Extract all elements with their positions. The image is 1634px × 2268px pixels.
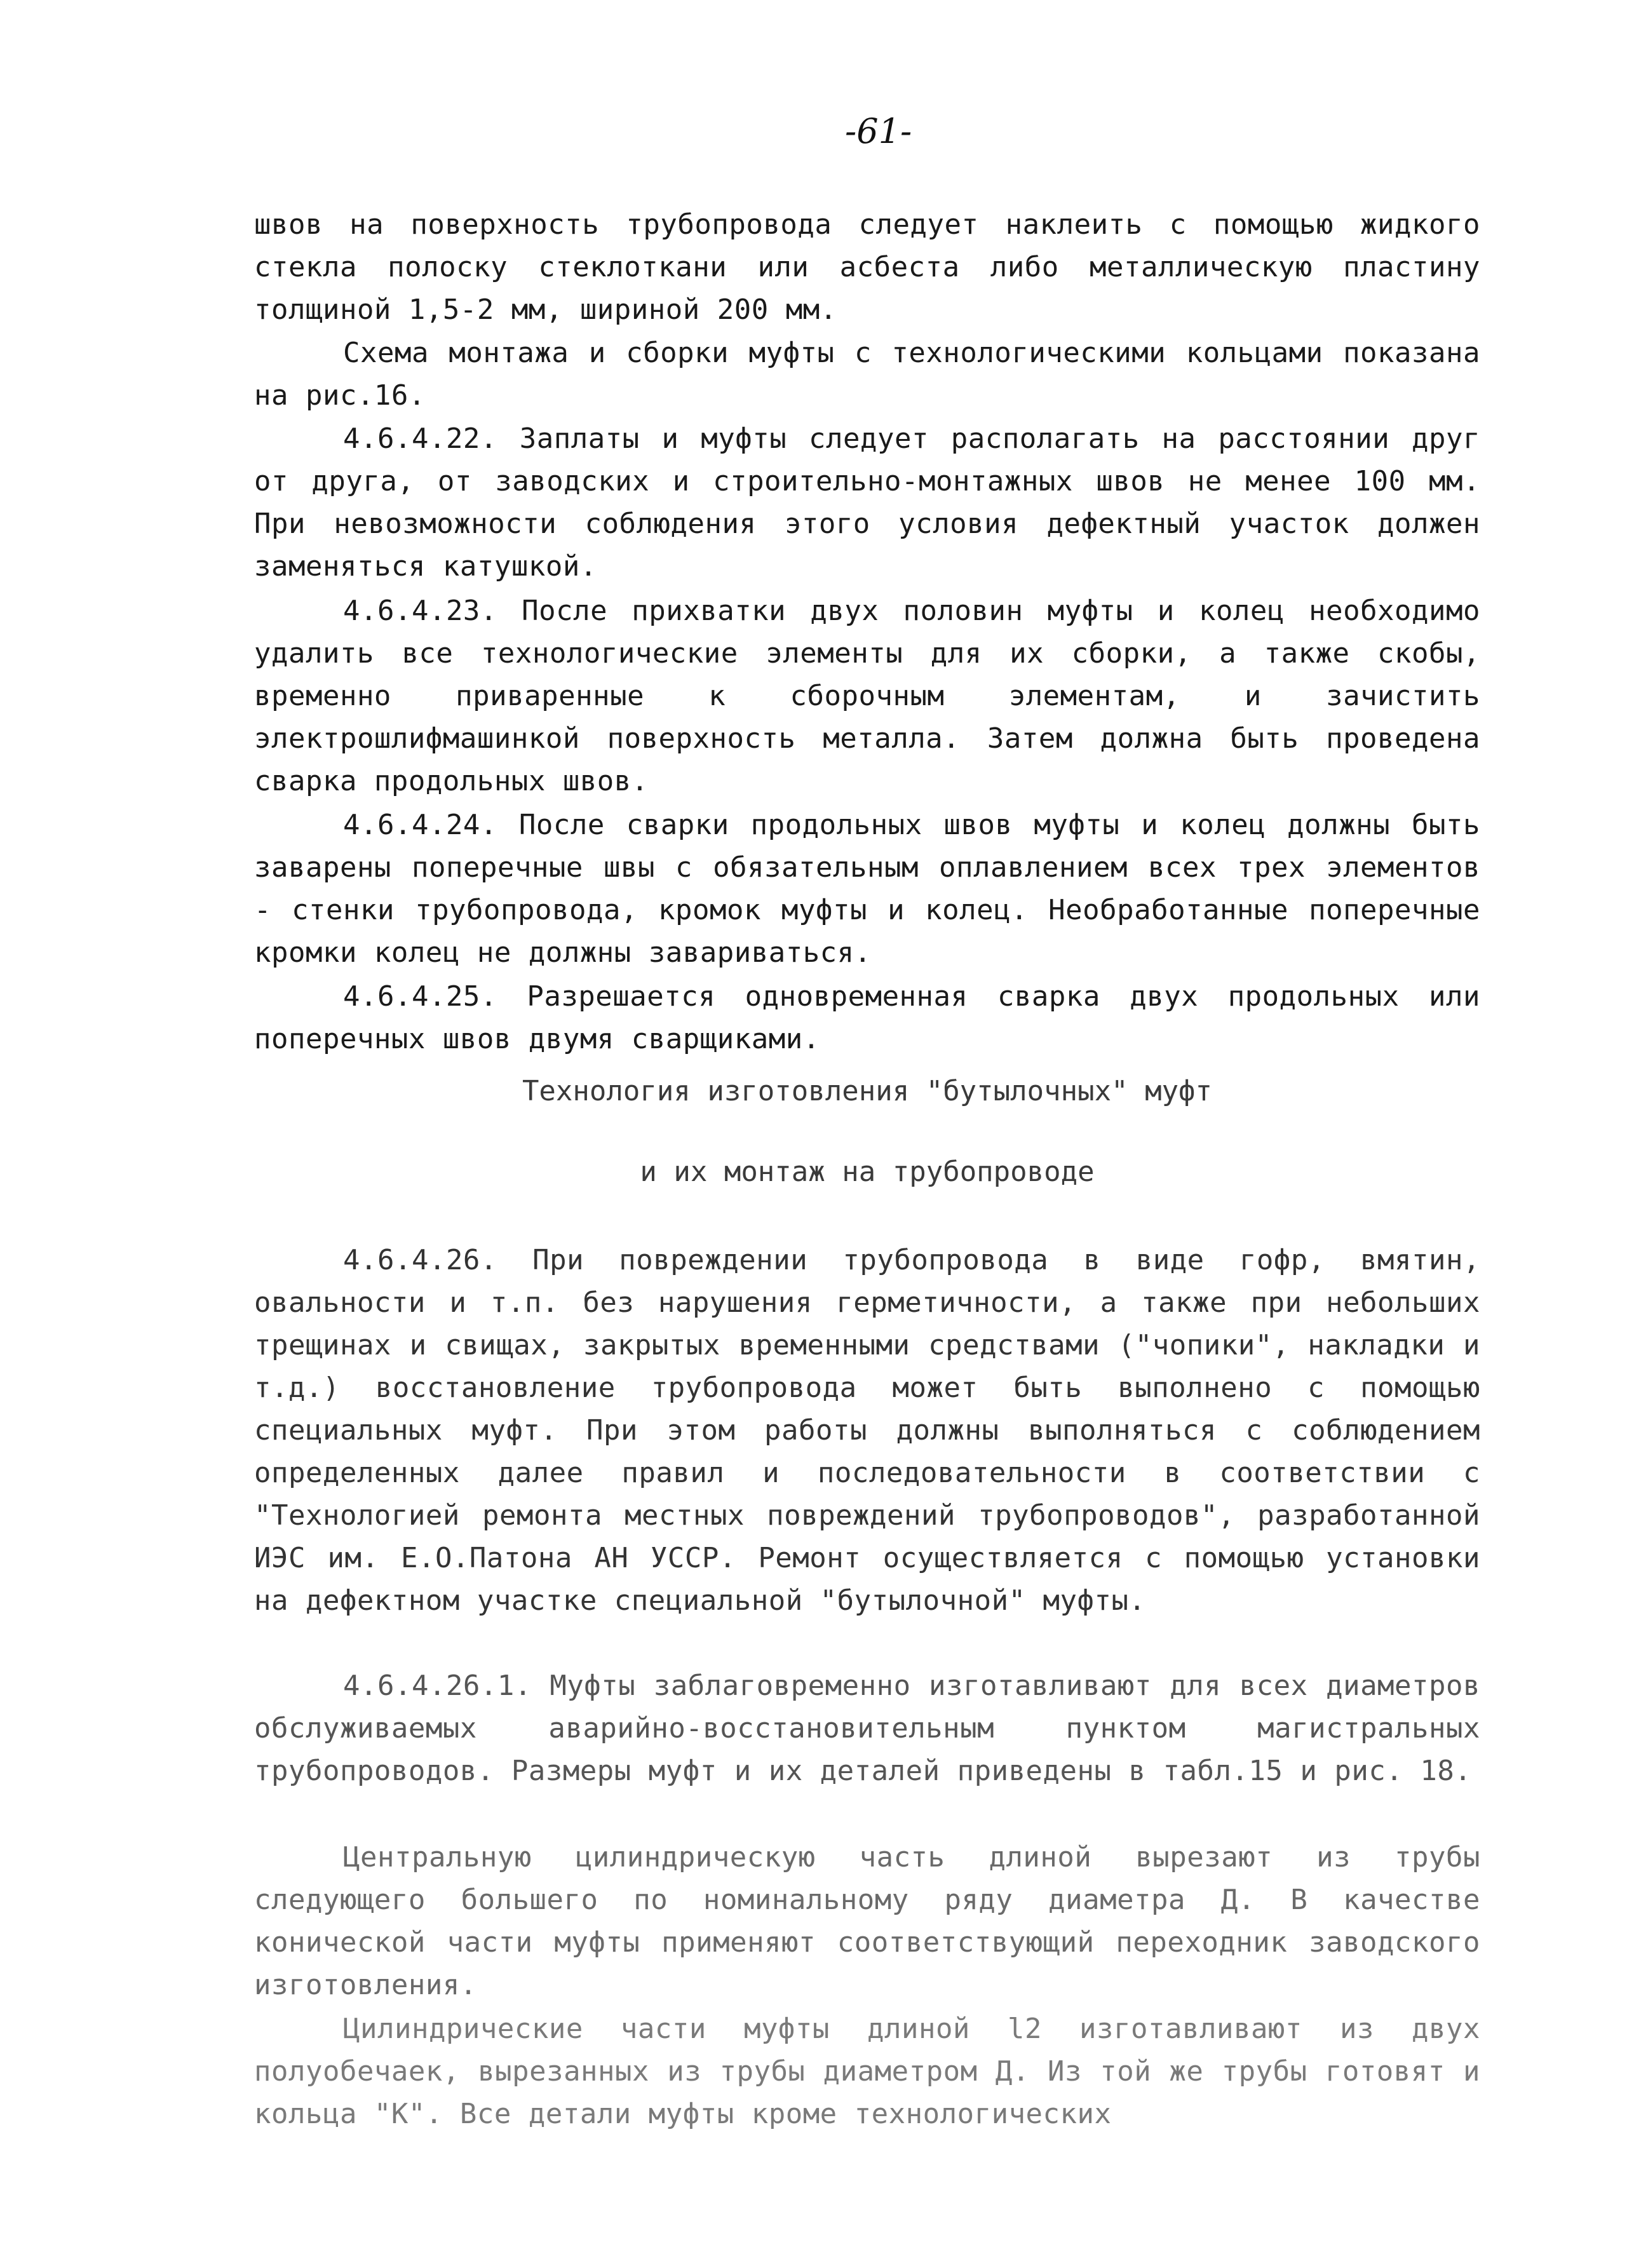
paragraph-4-6-4-22: 4.6.4.22. Заплаты и муфты следует располагать на расстоянии друг от друга, от заводских и строительно-монтажных швов не менее 100 мм. При невозможности соблюдения этого условия дефектный участок должен заменяться катушкой. xyxy=(254,422,1480,583)
paragraph-central-part: Центральную цилиндрическую часть длиной вырезают из трубы следующего большего по номинальному ряду диаметра Д. В качестве конической части муфты применяют соответствующий переходник заводского изготовления. xyxy=(254,1841,1480,2001)
section-heading-line-1: Технология изготовления "бутылочных" муфт xyxy=(522,1075,1213,1107)
paragraph-cylindrical-parts: Цилиндрические части муфты длиной l2 изготавливают из двух полуобечаек, вырезанных из трубы диаметром Д. Из той же трубы готовят и кольца "К". Все детали муфты кроме технологических xyxy=(254,2013,1480,2130)
paragraph-4-6-4-23: 4.6.4.23. После прихватки двух половин муфты и колец необходимо удалить все технологические элементы для их сборки, а также скобы, временно приваренные к сборочным элементам, и зачистить электрошлифмашинкой поверхность металла. Затем должна быть проведена сварка продольных швов. xyxy=(254,595,1480,797)
section-heading-line-2: и их монтаж на трубопроводе xyxy=(640,1156,1095,1188)
paragraph-4-6-4-26-1: 4.6.4.26.1. Муфты заблаговременно изготавливают для всех диаметров обслуживаемых аварийно-восстановительным пунктом магистральных трубопроводов. Размеры муфт и их деталей приведены в табл.15 и рис. 18. xyxy=(254,1670,1480,1787)
paragraph-4-6-4-26: 4.6.4.26. При повреждении трубопровода в виде гофр, вмятин, овальности и т.п. без нарушения герметичности, а также при небольших трещинах и свищах, закрытых временными средствами ("чопики", накладки и т.д.) восстановление трубопровода может быть выполнено с помощью специальных муфт. При этом работы должны выполняться с соблюдением определенных далее правил и последовательности в соответствии с "Технологией ремонта местных повреждений трубопроводов", разработанной ИЭС им. Е.О.Патона АН УССР. Ремонт осуществляется с помощью установки на дефектном участке специальной "бутылочной" муфты. xyxy=(254,1244,1480,1617)
paragraph-4-6-4-24: 4.6.4.24. После сварки продольных швов муфты и колец должны быть заварены поперечные швы с обязательным оплавлением всех трех элементов - стенки трубопровода, кромок муфты и колец. Необработанные поперечные кромки колец не должны завариваться. xyxy=(254,809,1480,969)
paragraph-continuation: швов на поверхность трубопровода следует наклеить с помощью жидкого стекла полоску стеклоткани или асбеста либо металлическую пластину толщиной 1,5-2 мм, шириной 200 мм. xyxy=(254,208,1480,326)
paragraph-4-6-4-25: 4.6.4.25. Разрешается одновременная сварка двух продольных или поперечных швов двумя сварщиками. xyxy=(254,980,1480,1055)
paragraph-scheme-reference: Схема монтажа и сборки муфты с технологическими кольцами показана на рис.16. xyxy=(254,337,1480,412)
page-number: -61- xyxy=(845,111,912,151)
